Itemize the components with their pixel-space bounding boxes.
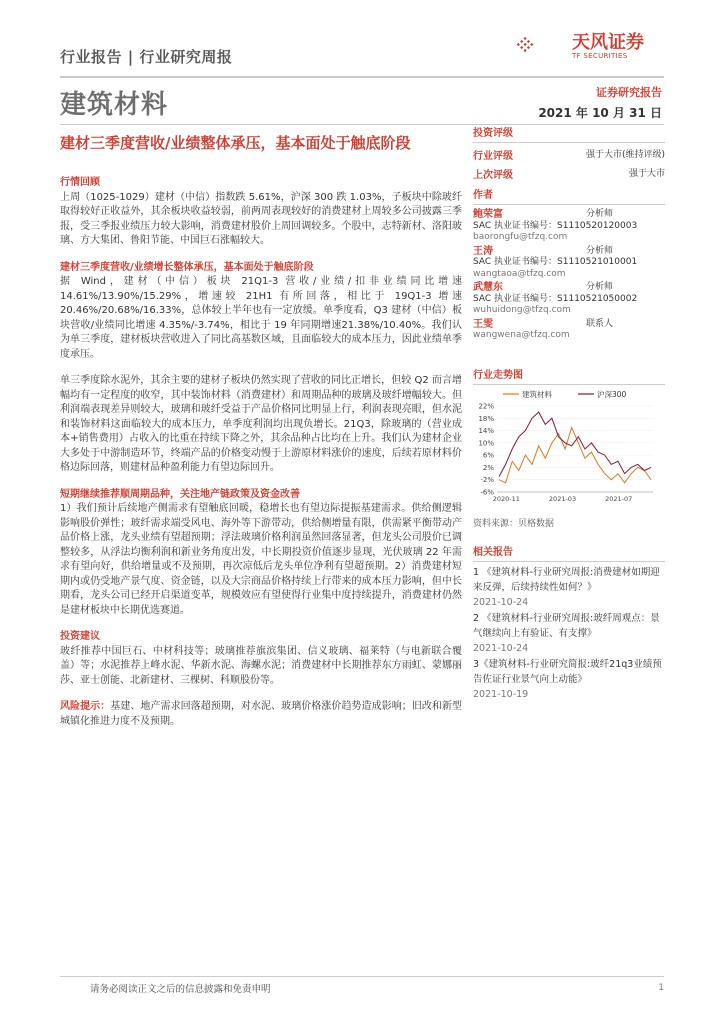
author-email[interactable]: baorongfu@tfzq.com — [473, 232, 568, 242]
x-tick-label: 2021-03 — [548, 495, 577, 503]
author-entry: 武慧东 分析师 SAC 执业证书编号：S1110521050002 wuhuidong@tfzq.com — [473, 282, 665, 317]
rating-row: 行业评级 强于大市(维持评级) — [473, 150, 665, 162]
author-entry: 鲍荣富 分析师 SAC 执业证书编号：S1110520120003 baorongfu@tfzq.com — [473, 209, 665, 244]
logo-name: 天风证券 — [572, 32, 644, 53]
authors-block — [473, 186, 665, 342]
paragraph: 单三季度除水泥外，其余主要的建材子板块仍然实现了营收的同比正增长，但较 Q2 而言增幅均有一定程度的收窄，其中装饰材料（消费建材）和周期品种的玻璃及玻纤增幅较大。但利润端表现差异则较大，玻璃和玻纤受益于产品价格同比明显上行，利润表现亮眼，但水泥和装饰材料这面临较大的成本压力，单季度利润均出现负增长。21Q3，除玻璃的（营业成本+销售费用）占收入的比重在持续下降之外，其余品种占比均在上升。我们认为建材企业大多处于中游制造环节，终端产品的价格变动慢于上游原材料涨价的速度，后续若原材料价格边际回落，则建材品种盈利能力有望边际回升。 — [60, 375, 462, 473]
main-body — [60, 176, 462, 729]
related-report-date: 2021-10-19 — [473, 689, 529, 700]
rating-row: 上次评级 强于大市 — [473, 169, 665, 181]
paragraph: 上周（1025-1029）建材（中信）指数跌 5.61%，沪深 300 跌 1.03%，子板块中除玻纤取得较好正收益外，其余板块收益较弱，前两周表现较好的消费建材上周较多公司披露三季报，受三季报业绩压力较大影响，消费建材股价上周回调较多。个股中，志特新材、洛阳玻璃、方大集团、鲁阳节能、中国巨石涨幅较大。 — [60, 191, 462, 246]
series-line — [499, 412, 651, 477]
related-heading: 相关报告 — [473, 547, 513, 558]
related-report-date: 2021-10-24 — [473, 643, 529, 654]
legend-label: 沪深300 — [597, 390, 627, 399]
legend-label: 建筑材料 — [522, 390, 552, 399]
section-heading: 投资建议 — [60, 631, 100, 642]
risk-paragraph: 风险提示：基建、地产需求回落超预期，对水泥、玻璃价格涨价趋势造成影响；旧改和新型城镇化推进力度不及预期。 — [60, 701, 463, 727]
tf-logo-icon — [515, 22, 571, 70]
author-entry: 王雯 联系人 wangwena@tfzq.com — [473, 319, 665, 342]
paragraph: 1）我们预计后续地产侧需求有望触底回暖，稳增长也有望边际提振基建需求。供给侧逻辑影响股价弹性；玻纤需求端受风电、海外等下游带动，供给侧增量有限，供需紧平衡带动产品价格上涨，龙头业绩有望超预期；浮法玻璃价格利润虽然回落显著，但龙头公司股价已调整较多，从浮法均衡利润和新业务角度出发，中长期投资价值逐步显现，光伏玻璃 22 年需求有望向好，供给增量或不及预期，再次凉低后龙头单位净利有望超预期。2）消费建材短期内或仍受地产景气度、资金链，以及大宗商品价格持续上行带来的成本压力影响，但中长期看，龙头公司已经开启渠道变革，规模效应有望使得行业集中度持续提升，消费建材仍然是建材板块中长期优选赛道。 — [60, 503, 462, 616]
section-heading: 短期继续推荐顺周期品种，关注地产链政策及资金改善 — [60, 488, 300, 500]
related-report-link[interactable]: 2 《建筑材料-行业研究周报:玻纤周观点：景气继续向上有验证、有支撑》 — [473, 613, 660, 639]
y-tick-label: -2% — [480, 476, 494, 485]
related-report-date: 2021-10-24 — [473, 597, 529, 608]
section-heading: 行情回顾 — [60, 177, 100, 188]
author-entry: 王涛 分析师 SAC 执业证书编号：S1110521010001 wangtaoa@tfzq.com — [473, 246, 665, 281]
author-email[interactable]: wangwena@tfzq.com — [473, 330, 570, 340]
trend-chart-block — [473, 366, 665, 385]
rating-heading: 投资评级 — [473, 128, 513, 139]
report-date: 2021 年 10 月 31 日 — [538, 106, 662, 120]
page-number: 1 — [658, 983, 664, 993]
related-report-link[interactable]: 3《建筑材料-行业研究简报:玻纤21q3业绩预告佐证行业景气向上动能》 — [473, 659, 662, 685]
report-category: 行业报告 | 行业研究周报 — [60, 48, 233, 66]
y-tick-label: 2% — [482, 463, 494, 472]
footer-disclaimer: 请务必阅读正文之后的信息披露和免责申明 — [90, 984, 271, 995]
logo-sub: TF SECURITIES — [572, 52, 628, 60]
y-tick-label: 14% — [478, 427, 494, 436]
chart-source: 资料来源：贝格数据 — [473, 519, 555, 529]
y-tick-label: 18% — [478, 414, 494, 423]
y-tick-label: 6% — [482, 451, 494, 460]
paragraph: 据 Wind，建材（中信）板块 21Q1-3 营收/业绩/扣非业绩同比增速14.61%/13.90%/15.29%，增速较 21H1 有所回落，相比于 19Q1-3 增速20.46%/20.68%/16.33%，总体较上半年也有一定放缓。单季度看，Q3 建材（中信）板块营收/业绩同比增速 4.35%/-3.74%，相比于 19 年同期增速21.38%/10.40%。我们认为单三季度，建材板块营收进入了同比高基数区域，且面临较大的成本压力，因此业绩单季度承压。 — [60, 276, 462, 360]
y-tick-label: 10% — [478, 439, 494, 448]
y-tick-label: -6% — [480, 488, 494, 497]
author-email[interactable]: wuhuidong@tfzq.com — [473, 305, 571, 315]
x-tick-label: 2021-07 — [605, 495, 633, 503]
y-tick-label: 22% — [478, 402, 494, 411]
x-tick-label: 2020-11 — [492, 495, 520, 503]
rating-block — [473, 124, 665, 181]
author-email[interactable]: wangtaoa@tfzq.com — [473, 268, 566, 279]
report-type: 证券研究报告 — [596, 86, 662, 99]
section-heading: 建材三季度营收/业绩增长整体承压，基本面处于触底阶段 — [60, 261, 314, 273]
report-subtitle: 建材三季度营收/业绩整体承压，基本面处于触底阶段 — [60, 134, 411, 152]
page-title: 建筑材料 — [60, 90, 169, 120]
trend-chart — [473, 384, 663, 510]
footer-rule — [60, 976, 664, 977]
related-block — [473, 543, 665, 702]
authors-heading: 作者 — [473, 190, 493, 201]
chart-title: 行业走势图 — [473, 370, 523, 381]
header-rule — [60, 76, 664, 78]
related-report-link[interactable]: 1 《建筑材料-行业研究周报:消费建材如期迎来反弹，后续持续性如何？》 — [473, 567, 660, 593]
paragraph: 玻纤推荐中国巨石、中材科技等；玻璃推荐旗滨集团、信义玻璃、福莱特（与电新联合覆盖）等；水泥推荐上峰水泥、华新水泥、海螺水泥；消费建材中长期推荐东方雨虹、蒙娜丽莎、亚士创能、北新建材、三棵树、科顺股份等。 — [60, 645, 462, 686]
